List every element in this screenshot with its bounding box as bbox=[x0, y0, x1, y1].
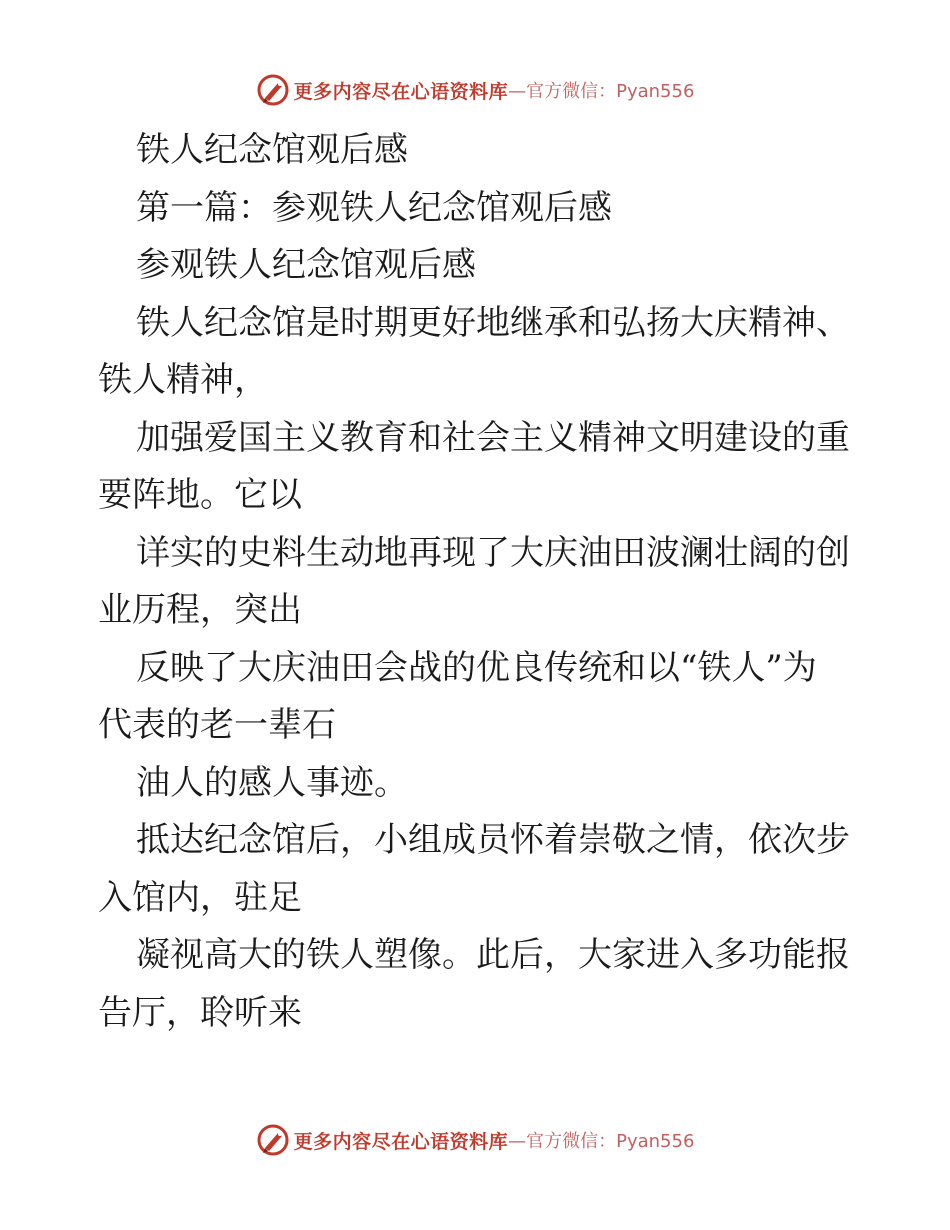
paragraph-line: 铁人纪念馆是时期更好地继承和弘扬大庆精神、 bbox=[136, 302, 850, 343]
doc-title: 铁人纪念馆观后感 bbox=[136, 130, 408, 170]
document-body bbox=[98, 122, 858, 1042]
paragraph-line: 铁人精神， bbox=[98, 360, 268, 400]
banner-sub-text: —官方微信：Pyan556 bbox=[508, 1131, 695, 1152]
banner-main-text: 更多内容尽在心语资料库 bbox=[293, 80, 509, 103]
paragraph-line: 要阵地。它以 bbox=[98, 475, 302, 515]
header-banner bbox=[0, 70, 950, 110]
paragraph-line: 抵达纪念馆后，小组成员怀着崇敬之情，依次步 bbox=[136, 820, 850, 860]
paragraph-line: 详实的史料生动地再现了大庆油田波澜壮阔的创 bbox=[136, 532, 850, 573]
paragraph-line: 代表的老一辈石 bbox=[98, 705, 336, 745]
paragraph-line: 反映了大庆油田会战的优良传统和以“铁人”为 bbox=[136, 647, 817, 688]
paragraph-line: 加强爱国主义教育和社会主义精神文明建设的重 bbox=[136, 417, 850, 458]
section-heading: 第一篇：参观铁人纪念馆观后感 bbox=[136, 187, 612, 228]
footer-banner bbox=[0, 1120, 950, 1160]
paragraph-line: 告厅，聆听来 bbox=[98, 992, 302, 1033]
pen-logo-icon bbox=[256, 1123, 290, 1157]
banner-sub-text: —官方微信：Pyan556 bbox=[508, 81, 695, 102]
paragraph-line: 油人的感人事迹。 bbox=[136, 762, 408, 803]
paragraph-line: 业历程，突出 bbox=[98, 590, 302, 630]
banner-main-text: 更多内容尽在心语资料库 bbox=[293, 1130, 509, 1153]
pen-logo-icon bbox=[256, 73, 290, 107]
paragraph-line: 凝视高大的铁人塑像。此后，大家进入多功能报 bbox=[136, 935, 850, 975]
paragraph-line: 入馆内，驻足 bbox=[98, 877, 302, 918]
subsection-heading: 参观铁人纪念馆观后感 bbox=[136, 245, 476, 285]
